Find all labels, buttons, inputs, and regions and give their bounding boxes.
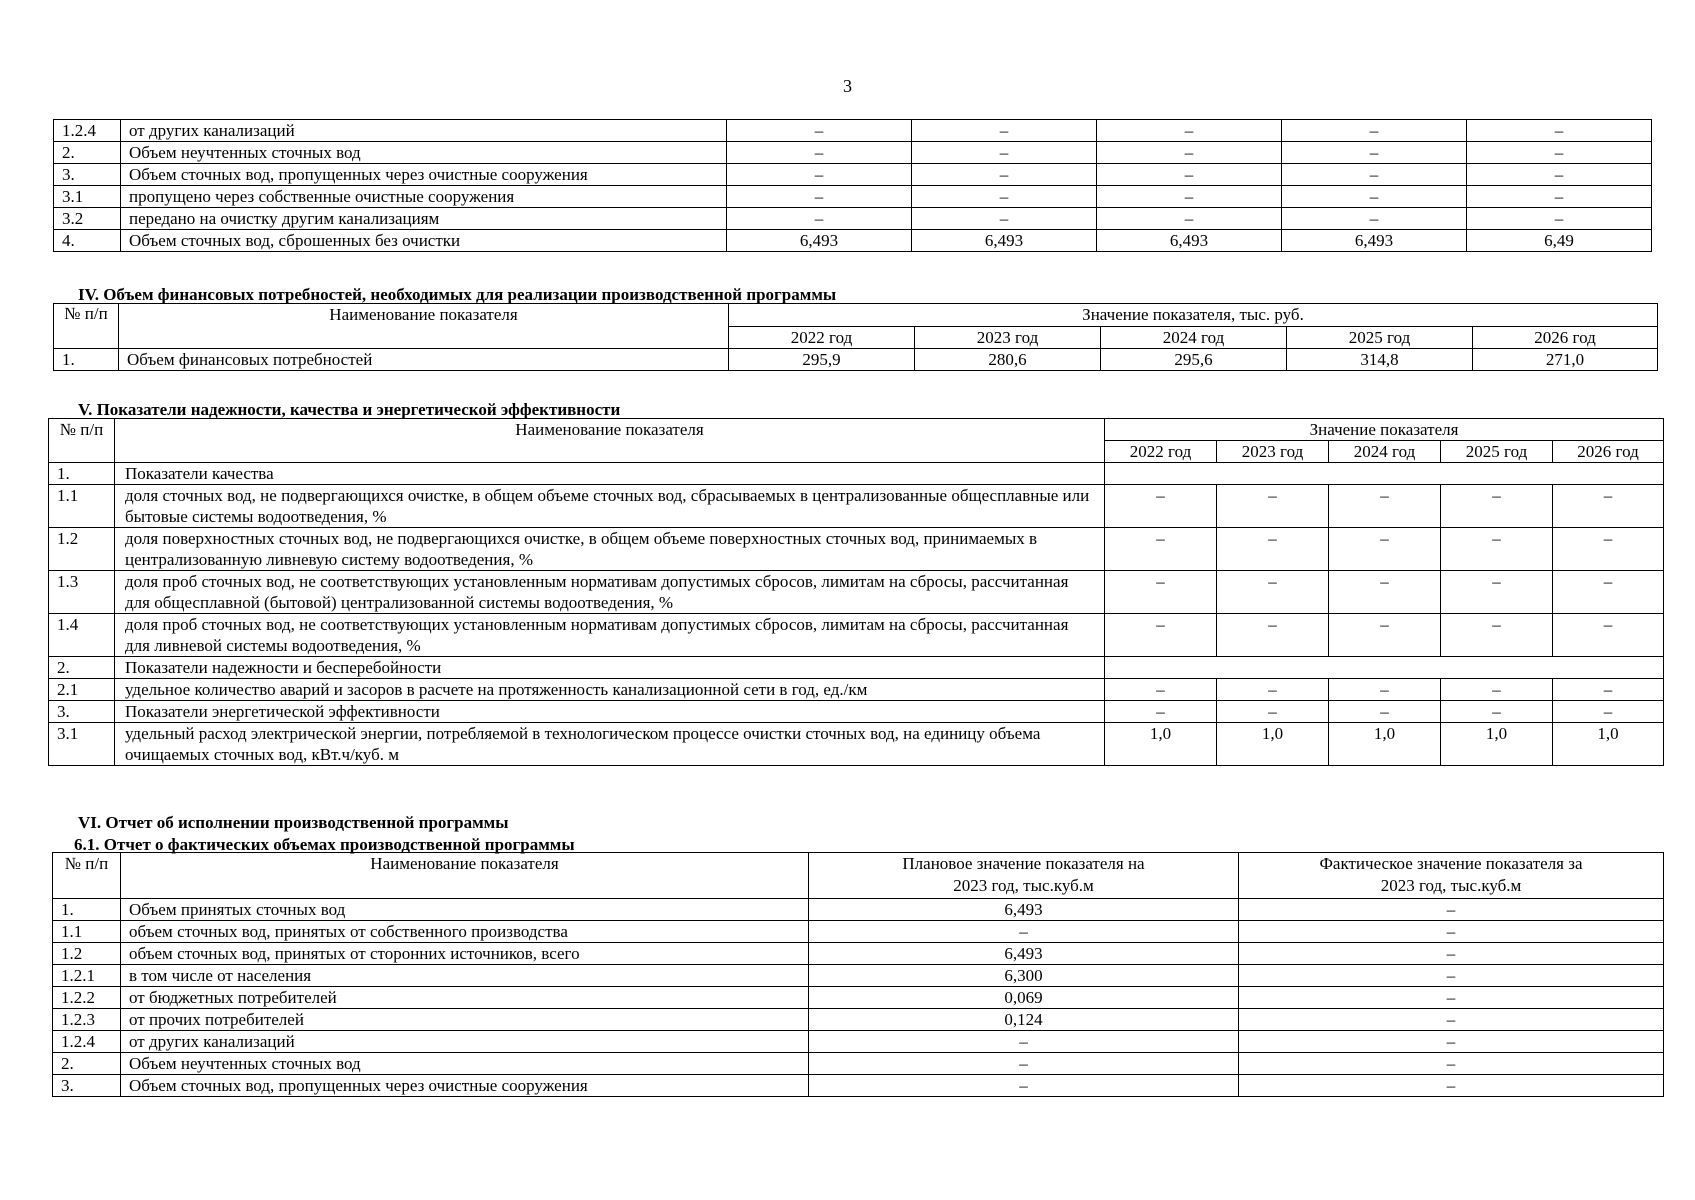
row-number: 1.3 <box>49 571 115 614</box>
row-value: – <box>1217 679 1329 701</box>
row-value: – <box>1441 528 1553 571</box>
row-value: 1,0 <box>1553 723 1664 766</box>
row-value: – <box>1553 614 1664 657</box>
table-row <box>53 1009 1664 1031</box>
table-row <box>54 230 1652 252</box>
row-value: – <box>1097 120 1282 142</box>
row-name: Объем финансовых потребностей <box>119 349 729 371</box>
row-value: – <box>1217 528 1329 571</box>
table-row <box>49 657 1664 679</box>
row-value: – <box>912 120 1097 142</box>
year-header: 2023 год <box>915 327 1101 349</box>
row-value: 1,0 <box>1329 723 1441 766</box>
row-value: – <box>1553 679 1664 701</box>
col-name-header: Наименование показателя <box>121 853 809 899</box>
row-value: – <box>1329 614 1441 657</box>
row-fact-value: – <box>1239 1009 1664 1031</box>
row-value: – <box>1553 528 1664 571</box>
col-fact-header-text: Фактическое значение показателя за 2023 год, тыс.куб.м <box>1319 854 1583 895</box>
row-number: 3. <box>49 701 115 723</box>
year-header: 2023 год <box>1217 441 1329 463</box>
row-value: – <box>1441 571 1553 614</box>
row-value: – <box>1441 701 1553 723</box>
row-name: удельный расход электрической энергии, потребляемой в технологическом процессе очистки сточных вод, на единицу объема очищаемых сточных вод, кВт.ч/куб. м <box>115 723 1105 766</box>
group-empty-cell <box>1105 657 1664 679</box>
reliability-quality-table <box>48 418 1664 766</box>
row-name: Объем принятых сточных вод <box>121 899 809 921</box>
table-row <box>54 208 1652 230</box>
row-number: 1.2.4 <box>53 1031 121 1053</box>
year-header: 2024 год <box>1101 327 1287 349</box>
row-value: – <box>1105 485 1217 528</box>
row-value: – <box>1097 142 1282 164</box>
row-number: 1.2.3 <box>53 1009 121 1031</box>
row-number: 4. <box>54 230 121 252</box>
row-value: – <box>1282 164 1467 186</box>
row-plan-value: 6,300 <box>809 965 1239 987</box>
year-header: 2022 год <box>1105 441 1217 463</box>
table-row <box>53 1075 1664 1097</box>
row-plan-value: – <box>809 921 1239 943</box>
row-value: – <box>1217 571 1329 614</box>
row-value: 6,49 <box>1467 230 1652 252</box>
row-value: – <box>1282 186 1467 208</box>
row-fact-value: – <box>1239 1075 1664 1097</box>
row-value: 271,0 <box>1473 349 1658 371</box>
row-number: 2. <box>53 1053 121 1075</box>
row-name: Показатели энергетической эффективности <box>115 701 1105 723</box>
row-number: 2. <box>49 657 115 679</box>
table-row <box>49 463 1664 485</box>
year-header: 2024 год <box>1329 441 1441 463</box>
row-fact-value: – <box>1239 987 1664 1009</box>
row-value: – <box>1441 679 1553 701</box>
row-number: 1. <box>53 899 121 921</box>
row-value: – <box>1097 186 1282 208</box>
row-number: 1.2.2 <box>53 987 121 1009</box>
row-value: – <box>1467 142 1652 164</box>
row-fact-value: – <box>1239 965 1664 987</box>
row-value: 6,493 <box>912 230 1097 252</box>
row-value: – <box>727 142 912 164</box>
row-name: от прочих потребителей <box>121 1009 809 1031</box>
row-plan-value: 0,069 <box>809 987 1239 1009</box>
row-plan-value: – <box>809 1031 1239 1053</box>
row-value: 295,6 <box>1101 349 1287 371</box>
col-num-header <box>53 853 121 899</box>
table-row <box>49 571 1664 614</box>
row-value: – <box>727 164 912 186</box>
row-value: 295,9 <box>729 349 915 371</box>
table-row <box>54 142 1652 164</box>
year-header: 2025 год <box>1441 441 1553 463</box>
row-value: – <box>1329 701 1441 723</box>
row-number: 1.1 <box>49 485 115 528</box>
row-value: – <box>912 208 1097 230</box>
section-4-title: IV. Объем финансовых потребностей, необходимых для реализации производственной программы <box>78 285 837 304</box>
row-value: – <box>1105 679 1217 701</box>
row-name: Объем неучтенных сточных вод <box>121 142 727 164</box>
row-plan-value: – <box>809 1053 1239 1075</box>
row-number: 1.4 <box>49 614 115 657</box>
row-name: Объем неучтенных сточных вод <box>121 1053 809 1075</box>
row-value: – <box>912 164 1097 186</box>
table-row <box>49 528 1664 571</box>
row-value: – <box>1105 701 1217 723</box>
table-row <box>53 1053 1664 1075</box>
row-value: – <box>1217 614 1329 657</box>
row-name: Объем сточных вод, пропущенных через очистные сооружения <box>121 164 727 186</box>
col-value-header: Значение показателя <box>1105 419 1664 441</box>
col-num-header-text: № п/п <box>64 854 109 873</box>
table-row <box>54 349 1658 371</box>
row-value: 1,0 <box>1217 723 1329 766</box>
row-name: Объем сточных вод, сброшенных без очистки <box>121 230 727 252</box>
row-value: – <box>1467 208 1652 230</box>
row-number: 1.2 <box>49 528 115 571</box>
row-value: – <box>1467 186 1652 208</box>
col-num-header: № п/п <box>49 419 115 463</box>
row-value: – <box>1282 142 1467 164</box>
actual-volumes-table <box>52 852 1664 1097</box>
row-value: – <box>1282 208 1467 230</box>
row-name: доля поверхностных сточных вод, не подвергающихся очистке, в общем объеме поверхностных сточных вод, принимаемых в централизованную ливневую систему водоотведения, % <box>115 528 1105 571</box>
table-row <box>54 164 1652 186</box>
row-fact-value: – <box>1239 943 1664 965</box>
col-value-header: Значение показателя, тыс. руб. <box>729 304 1658 327</box>
row-name: Показатели качества <box>115 463 1105 485</box>
col-name-header: Наименование показателя <box>119 304 729 349</box>
financial-needs-table <box>53 303 1658 371</box>
row-name: от других канализаций <box>121 1031 809 1053</box>
row-name: от бюджетных потребителей <box>121 987 809 1009</box>
row-value: – <box>727 186 912 208</box>
row-value: 6,493 <box>1097 230 1282 252</box>
row-name: Объем сточных вод, пропущенных через очистные сооружения <box>121 1075 809 1097</box>
row-number: 3.1 <box>54 186 121 208</box>
table-row <box>53 921 1664 943</box>
row-value: – <box>1467 120 1652 142</box>
row-value: – <box>1217 485 1329 528</box>
row-number: 1.2.1 <box>53 965 121 987</box>
row-value: – <box>1329 679 1441 701</box>
row-name: пропущено через собственные очистные сооружения <box>121 186 727 208</box>
row-number: 2.1 <box>49 679 115 701</box>
row-value: 6,493 <box>1282 230 1467 252</box>
row-name: в том числе от населения <box>121 965 809 987</box>
row-fact-value: – <box>1239 899 1664 921</box>
row-name: Показатели надежности и бесперебойности <box>115 657 1105 679</box>
row-fact-value: – <box>1239 1031 1664 1053</box>
row-name: объем сточных вод, принятых от сторонних источников, всего <box>121 943 809 965</box>
table-row <box>53 899 1664 921</box>
year-header: 2026 год <box>1473 327 1658 349</box>
table-row <box>49 679 1664 701</box>
year-header: 2025 год <box>1287 327 1473 349</box>
section-6-title: VI. Отчет об исполнении производственной программы <box>78 813 509 832</box>
year-header: 2026 год <box>1553 441 1664 463</box>
col-fact-header <box>1239 853 1664 899</box>
row-value: – <box>1097 164 1282 186</box>
row-name: от других канализаций <box>121 120 727 142</box>
row-value: – <box>1105 571 1217 614</box>
section-5-title: V. Показатели надежности, качества и энергетической эффективности <box>78 400 621 419</box>
row-value: 6,493 <box>727 230 912 252</box>
row-value: 1,0 <box>1105 723 1217 766</box>
row-value: – <box>1217 701 1329 723</box>
row-value: – <box>1329 571 1441 614</box>
page-number: 3 <box>843 76 852 96</box>
row-plan-value: 6,493 <box>809 943 1239 965</box>
col-plan-header-text: Плановое значение показателя на 2023 год, тыс.куб.м <box>902 854 1145 895</box>
row-name: доля сточных вод, не подвергающихся очистке, в общем объеме сточных вод, сбрасываемых в централизованные общесплавные или бытовые системы водоотведения, % <box>115 485 1105 528</box>
row-value: – <box>912 186 1097 208</box>
row-plan-value: 6,493 <box>809 899 1239 921</box>
row-value: – <box>1282 120 1467 142</box>
row-value: – <box>1467 164 1652 186</box>
table-row <box>53 965 1664 987</box>
row-value: – <box>1097 208 1282 230</box>
row-number: 3.1 <box>49 723 115 766</box>
col-num-header: № п/п <box>54 304 119 349</box>
row-number: 1. <box>54 349 119 371</box>
row-name: доля проб сточных вод, не соответствующих установленным нормативам допустимых сбросов, лимитам на сбросы, рассчитанная для общесплавной (бытовой) централизованной системы водоотведения, % <box>115 571 1105 614</box>
table-row <box>49 485 1664 528</box>
row-number: 3. <box>53 1075 121 1097</box>
table-row <box>53 943 1664 965</box>
row-value: 280,6 <box>915 349 1101 371</box>
row-value: 314,8 <box>1287 349 1473 371</box>
row-plan-value: 0,124 <box>809 1009 1239 1031</box>
row-value: – <box>1441 485 1553 528</box>
col-name-header: Наименование показателя <box>115 419 1105 463</box>
table-row <box>49 701 1664 723</box>
row-value: – <box>727 208 912 230</box>
table-row <box>49 723 1664 766</box>
table-row <box>53 987 1664 1009</box>
row-plan-value: – <box>809 1075 1239 1097</box>
row-value: – <box>1441 614 1553 657</box>
row-name: доля проб сточных вод, не соответствующих установленным нормативам допустимых сбросов, лимитам на сбросы, рассчитанная для ливневой системы водоотведения, % <box>115 614 1105 657</box>
row-number: 3. <box>54 164 121 186</box>
row-number: 1.1 <box>53 921 121 943</box>
row-name: удельное количество аварий и засоров в расчете на протяженность канализационной сети в год, ед./км <box>115 679 1105 701</box>
row-value: – <box>1553 485 1664 528</box>
row-fact-value: – <box>1239 1053 1664 1075</box>
table-row <box>53 1031 1664 1053</box>
row-name: передано на очистку другим канализациям <box>121 208 727 230</box>
volume-table-continuation <box>53 119 1652 252</box>
col-plan-header <box>809 853 1239 899</box>
section-6-subtitle: 6.1. Отчет о фактических объемах производственной программы <box>74 835 575 854</box>
table-row <box>54 120 1652 142</box>
table-row <box>49 614 1664 657</box>
row-number: 1. <box>49 463 115 485</box>
row-value: – <box>1553 571 1664 614</box>
row-value: – <box>1553 701 1664 723</box>
row-value: – <box>1105 614 1217 657</box>
row-number: 1.2 <box>53 943 121 965</box>
year-header: 2022 год <box>729 327 915 349</box>
row-value: – <box>1105 528 1217 571</box>
row-number: 3.2 <box>54 208 121 230</box>
row-value: – <box>912 142 1097 164</box>
row-value: – <box>727 120 912 142</box>
row-fact-value: – <box>1239 921 1664 943</box>
row-value: – <box>1329 528 1441 571</box>
group-empty-cell <box>1105 463 1664 485</box>
table-row <box>54 186 1652 208</box>
row-value: – <box>1329 485 1441 528</box>
row-value: 1,0 <box>1441 723 1553 766</box>
row-number: 1.2.4 <box>54 120 121 142</box>
row-name: объем сточных вод, принятых от собственного производства <box>121 921 809 943</box>
row-number: 2. <box>54 142 121 164</box>
